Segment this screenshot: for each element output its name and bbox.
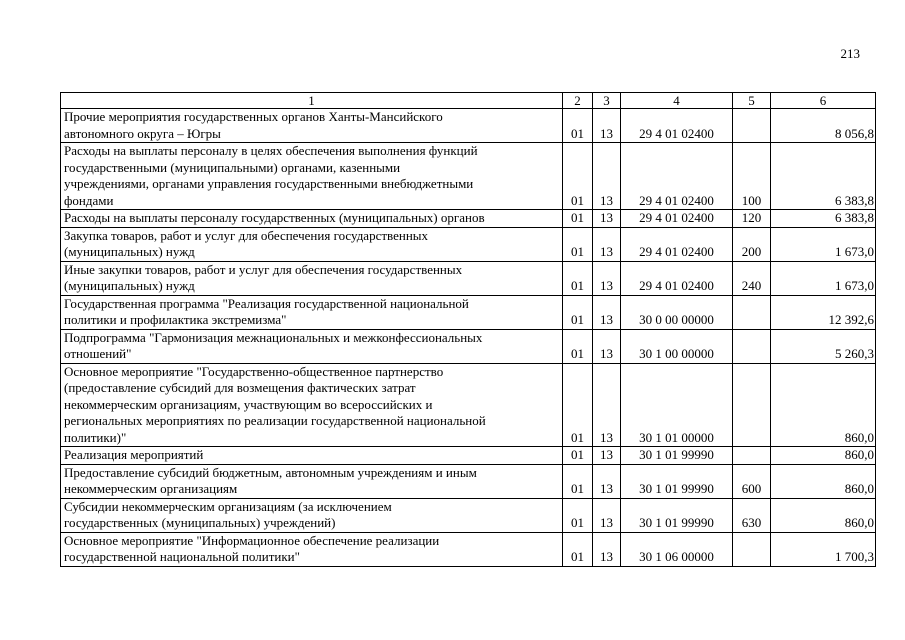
section-code-cell: 01 — [563, 109, 593, 143]
expense-name-line: политики и профилактика экстремизма" — [64, 312, 287, 327]
expense-name-line: региональных мероприятиях по реализации государственной национальной — [64, 413, 486, 428]
column-header: 2 — [563, 93, 593, 109]
target-article-cell: 30 1 01 99990 — [621, 498, 733, 532]
expense-name-line: Закупка товаров, работ и услуг для обеспечения государственных — [64, 227, 429, 243]
subsection-code-cell: 13 — [593, 464, 621, 498]
target-article-cell: 30 1 06 00000 — [621, 532, 733, 566]
expense-name-line: Основное мероприятие "Государственно-общественное партнерство — [64, 363, 444, 379]
table-row — [61, 464, 876, 498]
expense-name-line: (муниципальных) нужд — [64, 278, 195, 293]
expense-type-cell — [733, 363, 771, 447]
expense-type-cell — [733, 109, 771, 143]
expense-name-line: (муниципальных) нужд — [64, 244, 195, 259]
expense-type-cell: 100 — [733, 143, 771, 210]
expense-name-line: Реализация мероприятий — [64, 447, 204, 462]
amount-cell: 860,0 — [771, 447, 876, 465]
table-row — [61, 109, 876, 143]
amount-cell: 1 700,3 — [771, 532, 876, 566]
table-row — [61, 210, 876, 228]
expense-type-cell: 240 — [733, 261, 771, 295]
target-article-cell: 29 4 01 02400 — [621, 109, 733, 143]
section-code-cell: 01 — [563, 464, 593, 498]
expense-name-line: государственными (муниципальными) органами, казенными — [64, 159, 401, 175]
expense-name-cell — [61, 498, 563, 532]
expense-type-cell — [733, 447, 771, 465]
expense-name-cell — [61, 143, 563, 210]
expense-name-cell — [61, 464, 563, 498]
expense-name-line: государственной национальной политики" — [64, 549, 300, 564]
expense-name-line: некоммерческим организациям — [64, 481, 238, 496]
expense-name-line: Государственная программа "Реализация государственной национальной — [64, 295, 469, 311]
expense-name-line: государственных (муниципальных) учреждений) — [64, 515, 336, 530]
expense-name-cell — [61, 363, 563, 447]
expense-type-cell: 630 — [733, 498, 771, 532]
section-code-cell: 01 — [563, 532, 593, 566]
amount-cell: 6 383,8 — [771, 210, 876, 228]
table-row — [61, 261, 876, 295]
target-article-cell: 30 1 01 99990 — [621, 447, 733, 465]
amount-cell: 6 383,8 — [771, 143, 876, 210]
table-row — [61, 295, 876, 329]
target-article-cell: 29 4 01 02400 — [621, 210, 733, 228]
section-code-cell: 01 — [563, 363, 593, 447]
page-number: 213 — [840, 46, 860, 61]
section-code-cell: 01 — [563, 143, 593, 210]
expense-name-cell — [61, 210, 563, 228]
column-header: 6 — [771, 93, 876, 109]
table-row — [61, 329, 876, 363]
table-row — [61, 227, 876, 261]
target-article-cell: 30 1 01 99990 — [621, 464, 733, 498]
expense-name-line: некоммерческим организациям, участвующим во всероссийских и — [64, 396, 433, 412]
section-code-cell: 01 — [563, 447, 593, 465]
subsection-code-cell: 13 — [593, 532, 621, 566]
subsection-code-cell: 13 — [593, 447, 621, 465]
column-header: 5 — [733, 93, 771, 109]
subsection-code-cell: 13 — [593, 109, 621, 143]
expense-name-line: Расходы на выплаты персоналу государственных (муниципальных) органов — [64, 210, 485, 225]
expense-name-line: Подпрограмма "Гармонизация межнациональных и межконфессиональных — [64, 329, 483, 345]
expense-name-cell — [61, 532, 563, 566]
expense-name-cell — [61, 227, 563, 261]
subsection-code-cell: 13 — [593, 329, 621, 363]
target-article-cell: 30 1 00 00000 — [621, 329, 733, 363]
section-code-cell: 01 — [563, 329, 593, 363]
section-code-cell: 01 — [563, 295, 593, 329]
expense-name-line: Субсидии некоммерческим организациям (за исключением — [64, 498, 392, 514]
expense-type-cell — [733, 329, 771, 363]
expense-name-line: Расходы на выплаты персоналу в целях обеспечения выполнения функций — [64, 143, 478, 158]
amount-cell: 8 056,8 — [771, 109, 876, 143]
table-row — [61, 143, 876, 210]
table-row — [61, 532, 876, 566]
expense-type-cell: 600 — [733, 464, 771, 498]
expense-type-cell: 120 — [733, 210, 771, 228]
expense-name-line: Прочие мероприятия государственных органов Ханты-Мансийского — [64, 109, 443, 124]
expense-name-line: отношений" — [64, 346, 132, 361]
subsection-code-cell: 13 — [593, 363, 621, 447]
expense-name-line: автономного округа – Югры — [64, 125, 221, 141]
subsection-code-cell: 13 — [593, 227, 621, 261]
expense-name-cell — [61, 329, 563, 363]
column-header: 4 — [621, 93, 733, 109]
expense-name-cell — [61, 261, 563, 295]
expense-name-cell — [61, 109, 563, 143]
budget-table — [60, 92, 876, 567]
target-article-cell: 30 0 00 00000 — [621, 295, 733, 329]
expense-name-line: Иные закупки товаров, работ и услуг для обеспечения государственных — [64, 261, 463, 277]
table-row — [61, 447, 876, 465]
target-article-cell: 29 4 01 02400 — [621, 261, 733, 295]
expense-name-line: политики)" — [64, 429, 127, 445]
expense-type-cell: 200 — [733, 227, 771, 261]
section-code-cell: 01 — [563, 210, 593, 228]
expense-name-line: Предоставление субсидий бюджетным, автономным учреждениям и иным — [64, 464, 477, 480]
column-header: 3 — [593, 93, 621, 109]
subsection-code-cell: 13 — [593, 143, 621, 210]
subsection-code-cell: 13 — [593, 498, 621, 532]
expense-type-cell — [733, 295, 771, 329]
section-code-cell: 01 — [563, 498, 593, 532]
target-article-cell: 29 4 01 02400 — [621, 143, 733, 210]
subsection-code-cell: 13 — [593, 210, 621, 228]
expense-name-line: учреждениями, органами управления государственными внебюджетными — [64, 176, 474, 191]
target-article-cell: 30 1 01 00000 — [621, 363, 733, 447]
table-header-row — [61, 93, 876, 109]
column-header: 1 — [61, 93, 563, 109]
amount-cell: 860,0 — [771, 464, 876, 498]
subsection-code-cell: 13 — [593, 261, 621, 295]
target-article-cell: 29 4 01 02400 — [621, 227, 733, 261]
table-row — [61, 363, 876, 447]
expense-type-cell — [733, 532, 771, 566]
amount-cell: 1 673,0 — [771, 227, 876, 261]
expense-name-line: (предоставление субсидий для возмещения фактических затрат — [64, 380, 416, 395]
amount-cell: 12 392,6 — [771, 295, 876, 329]
expense-name-line: Основное мероприятие "Информационное обеспечение реализации — [64, 532, 440, 548]
section-code-cell: 01 — [563, 227, 593, 261]
amount-cell: 860,0 — [771, 363, 876, 447]
table-row — [61, 498, 876, 532]
expense-name-cell — [61, 295, 563, 329]
amount-cell: 1 673,0 — [771, 261, 876, 295]
section-code-cell: 01 — [563, 261, 593, 295]
subsection-code-cell: 13 — [593, 295, 621, 329]
expense-name-cell — [61, 447, 563, 465]
expense-name-line: фондами — [64, 192, 114, 208]
amount-cell: 5 260,3 — [771, 329, 876, 363]
amount-cell: 860,0 — [771, 498, 876, 532]
